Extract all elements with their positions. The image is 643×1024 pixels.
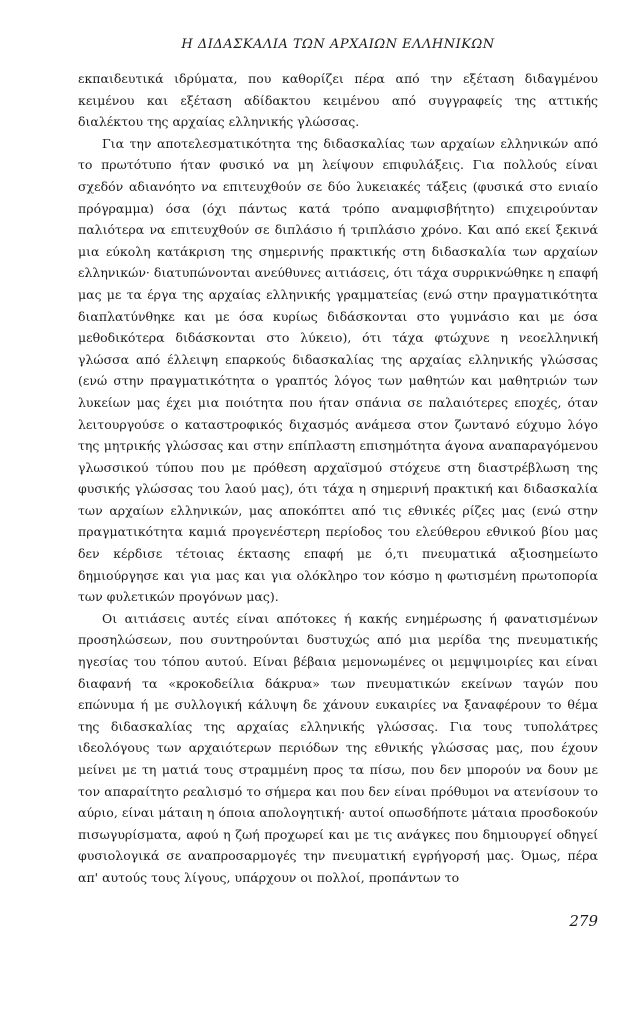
paragraph-accusations: Οι αιτιάσεις αυτές είναι απότοκες ή κακής ενημέρωσης ή φανατισμένων προσηλώσεων, που συντηρούνται δυστυχώς από μια μερίδα της πνευματικής ηγεσίας του τόπου αυτού. Είναι βέβαια μεμονωμένες οι μεμψιμοιρίες και είναι διαφανή τα «κροκοδείλια δάκρυα» των πνευματικών εκείνων ταγών που επώνυμα ή με συλλογική κάλυψη δε χάνουν ευκαιρίες να ξαναφέρουν το θέμα της διδασκαλίας της αρχαίας ελληνικής γλώσσας. Για τους τυπολάτρες ιδεολόγους των αρχαιότερων περιόδων της εθνικής γλώσσας μας, που έχουν μείνει με τη ματιά τους στραμμένη προς τα πίσω, που δεν μπορούν να δουν με τον απαραίτητο ρεαλισμό το σήμερα και που δεν είναι πρόθυμοι να ατενίσουν το αύριο, είναι μάταιη η όποια απολογητική· αυτοί οπωσδήποτε μάταια προσδοκούν πισωγυρίσματα, αφού η ζωή προχωρεί και με τις ανάγκες που δημιουργεί οδηγεί φυσιολογικά σε αναπροσαρμογές την πνευματική εγρήγορσή μας. Όμως, πέρα απ' αυτούς τους λίγους, υπάρχουν οι πολλοί, προπάντων το [78,610,598,885]
running-head-title: Η ΔΙΔΑΣΚΑΛΙΑ ΤΩΝ ΑΡΧΑΙΩΝ ΕΛΛΗΝΙΚΩΝ [181,37,495,52]
body-text [78,68,598,889]
book-page [78,36,598,889]
paragraph-continuation: εκπαιδευτικά ιδρύματα, που καθορίζει πέρα από την εξέταση διδαγμένου κειμένου και εξέταση αδίδακτου κειμένου από συγγραφείς της αττικής διαλέκτου της αρχαίας ελληνικής γλώσσας. [78,71,598,130]
paragraph-effectiveness: Για την αποτελεσματικότητα της διδασκαλίας των αρχαίων ελληνικών από το πρωτότυπο ήταν φυσικό να μη λείψουν επιφυλάξεις. Για πολλούς είναι σχεδόν αδιανόητο να επιτευχθούν σε δύο λυκειακές τάξεις (φυσικά στο ενιαίο πρόγραμμα) όσα (όχι πάντως κατά τρόπο αναμφισβήτητο) επιχειρούνταν παλιότερα να επιτευχθούν σε διπλάσιο ή τριπλάσιο χρόνο. Και από εκεί ξεκινά μια εύκολη κατάκριση της σημερινής πρακτικής στη διδασκαλία των αρχαίων ελληνικών· διατυπώνονται ανεύθυνες αιτιάσεις, ότι τάχα συρρικνώθηκε η επαφή μας με τα έργα της αρχαίας ελληνικής γραμματείας (ενώ στην πραγματικότητα διαπλατύνθηκε και με όσα κυρίως διδάσκονται στο γυμνάσιο και με όσα μεθοδικότερα διδάσκονται στο λύκειο), ότι τάχα φτώχυνε η νεοελληνική γλώσσα από έλλειψη επαρκούς διδασκαλίας της αρχαίας ελληνικής γλώσσας (ενώ στην πραγματικότητα ο γραπτός λόγος των μαθητών και μαθητριών των λυκείων μας έχει μια ποιότητα που ήταν σπάνια σε παλαιότερες εποχές, όταν λειτουργούσε ο καταστροφικός διχασμός ανάμεσα στον ζωντανό εύχυμο λόγο της μητρικής γλώσσας και στην επίπλαστη επισημότητα άγονα αναπαραγόμενου γλωσσικού τύπου που με πρόθεση αρχαϊσμού στόχευε στη διαστρέβλωση της φυσικής γλώσσας του λαού μας), ότι τάχα η σημερινή πρακτική και διδασκαλία των αρχαίων ελληνικών, μας αποκόπτει από τις εθνικές ρίζες μας (ενώ στην πραγματικότητα καμιά προγενέστερη περίοδος του ελεύθερου εθνικού βίου μας δεν κέρδισε τέτοιας έκτασης επαφή με ό,τι πνευματικά αξιοσημείωτο δημιούργησε και για μας και για ολόκληρο τον κόσμο η φωτισμένη πρωτοπορία των φυλετικών προγόνων μας). [78,135,598,605]
page-number: 279 [569,912,598,930]
